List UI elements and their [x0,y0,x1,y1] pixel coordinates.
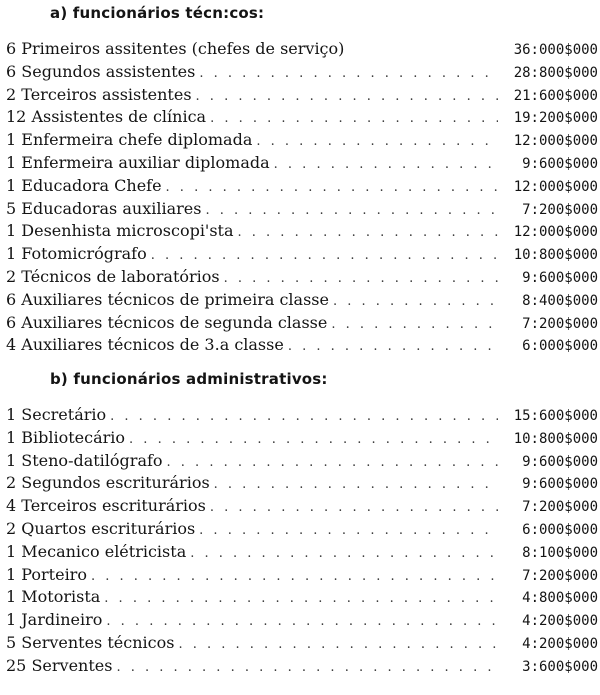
dot-leader [274,157,498,172]
section-b-heading: b) funcionários administrativos: [50,370,328,388]
salary-amount: 36:000$000 [513,42,598,58]
staff-position-label: 12 Assistentes de clínica [6,107,207,127]
staff-position-label: 6 Primeiros assitentes (chefes de serviço) [6,39,345,58]
table-row [6,267,598,289]
table-row [6,176,598,198]
salary-amount: 10:800$000 [513,247,598,264]
staff-position-label: 1 Motorista [6,587,101,607]
salary-amount: 21:600$000 [513,87,598,104]
salary-amount: 9:600$000 [522,156,598,172]
salary-amount: 4:200$000 [522,636,598,652]
table-row [6,221,598,243]
staff-position-label: 6 Auxiliares técnicos de segunda classe [6,312,328,332]
salary-amount: 4:800$000 [522,590,598,607]
staff-position-label: 1 Bibliotecário [6,427,126,447]
staff-position-label: 1 Fotomicrógrafo [6,244,147,264]
dot-leader [106,614,498,629]
dot-leader [331,317,498,332]
table-row [6,153,598,175]
staff-position-label: 1 Jardineiro [6,610,103,630]
staff-position-label: 1 Desenhista microscopi'sta [6,221,234,241]
dot-leader [166,180,498,195]
dot-leader [205,203,498,218]
salary-amount: 7:200$000 [522,499,598,516]
table-row [6,335,598,357]
staff-position-label: 1 Mecanico elétricista [6,541,187,561]
salary-amount: 12:000$000 [513,133,598,150]
salary-amount: 6:000$000 [522,522,598,538]
table-row [6,473,598,495]
dot-leader [196,89,498,104]
dot-leader [116,660,498,675]
table-row [6,565,598,587]
table-row [6,290,598,312]
dot-leader [104,591,498,606]
staff-position-label: 6 Auxiliares técnicos de primeira classe [6,289,329,309]
salary-amount: 15:600$000 [513,408,598,424]
table-row [6,39,598,61]
salary-amount: 9:600$000 [522,270,598,286]
staff-position-label: 5 Serventes técnicos [6,633,175,652]
salary-amount: 9:600$000 [522,476,598,493]
staff-position-label: 1 Enfermeira chefe diplomada [6,130,253,150]
staff-position-label: 1 Porteiro [6,564,87,584]
dot-leader [238,225,498,240]
table-row [6,428,598,450]
dot-leader [199,523,498,538]
dot-leader [210,111,498,126]
salary-amount: 6:000$000 [522,338,598,355]
salary-amount: 19:200$000 [513,110,598,127]
salary-amount: 12:000$000 [513,224,598,241]
salary-amount: 7:200$000 [522,201,598,218]
table-row [6,633,598,655]
table-row [6,496,598,518]
dot-leader [110,409,498,424]
dot-leader [224,271,498,286]
dot-leader [214,477,498,492]
staff-position-label: 6 Segundos assistentes [6,61,196,81]
dot-leader [167,455,498,470]
staff-position-label: 5 Educadoras auxiliares [6,198,202,218]
dot-leader [333,294,498,309]
table-row [6,519,598,541]
salary-amount: 4:200$000 [522,613,598,630]
table-row [6,244,598,266]
table-row [6,130,598,152]
staff-position-label: 2 Terceiros assistentes [6,84,192,104]
salary-amount: 8:400$000 [522,292,598,309]
salary-amount: 10:800$000 [513,430,598,447]
dot-leader [151,248,498,263]
section-a-heading: a) funcionários técn:cos: [50,4,265,22]
staff-position-label: 2 Técnicos de laboratórios [6,267,220,286]
staff-position-label: 1 Steno-datilógrafo [6,450,163,470]
staff-position-label: 1 Secretário [6,405,107,424]
salary-amount: 12:000$000 [513,178,598,195]
salary-amount: 28:800$000 [513,64,598,81]
table-row [6,587,598,609]
salary-amount: 9:600$000 [522,453,598,470]
staff-position-label: 1 Educadora Chefe [6,175,162,195]
table-row [6,62,598,84]
table-row [6,107,598,129]
dot-leader [91,569,498,584]
dot-leader [178,637,498,652]
salary-amount: 7:200$000 [522,315,598,332]
table-row [6,451,598,473]
dot-leader [190,546,498,561]
dot-leader [288,339,498,354]
salary-amount: 7:200$000 [522,567,598,584]
table-row [6,313,598,335]
dot-leader [210,500,498,515]
salary-amount: 3:600$000 [522,658,598,675]
table-row [6,85,598,107]
dot-leader [199,66,498,81]
dot-leader [129,432,498,447]
staff-position-label: 1 Enfermeira auxiliar diplomada [6,153,270,172]
table-row [6,542,598,564]
staff-position-label: 2 Segundos escriturários [6,473,210,493]
table-row [6,656,598,678]
staff-position-label: 4 Terceiros escriturários [6,496,206,516]
staff-position-label: 25 Serventes [6,655,113,675]
table-row [6,610,598,632]
staff-position-label: 2 Quartos escriturários [6,519,196,538]
dot-leader [256,134,498,149]
staff-position-label: 4 Auxiliares técnicos de 3.a classe [6,335,284,355]
table-row [6,199,598,221]
salary-amount: 8:100$000 [522,544,598,561]
table-row [6,405,598,427]
